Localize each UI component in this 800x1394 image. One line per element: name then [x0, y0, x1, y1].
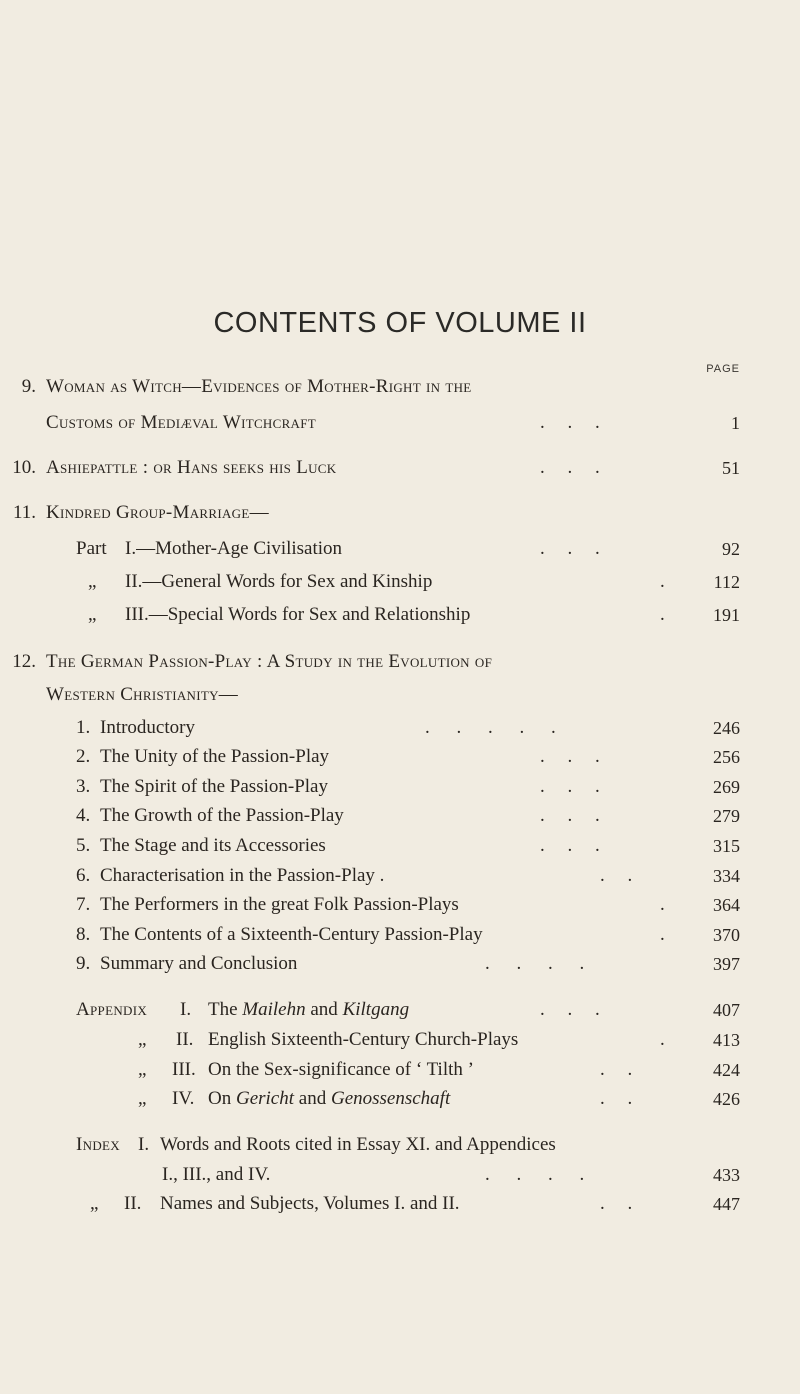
leader-dots: . . .	[540, 412, 600, 433]
page-number: 426	[713, 1089, 740, 1109]
page-number: 397	[713, 954, 740, 974]
section-title: Characterisation in the Passion-Play .	[100, 865, 385, 886]
section-number: 7.	[76, 894, 91, 915]
section-title: The Contents of a Sixteenth-Century Passion-Play	[100, 924, 483, 945]
section-number: 6.	[76, 865, 91, 886]
leader-dots: . . .	[540, 776, 600, 797]
index-number: II.	[124, 1193, 142, 1214]
section-number: 9.	[76, 953, 91, 974]
page-title: CONTENTS OF VOLUME II	[213, 307, 587, 339]
subentry-title: II.—General Words for Sex and Kinship	[125, 571, 433, 592]
page-number: 447	[713, 1194, 740, 1214]
appendix-title: On Gericht and Genossenschaft	[208, 1088, 451, 1109]
ditto-mark: „	[88, 604, 97, 625]
entry-title-line-2: Customs of Mediæval Witchcraft	[46, 412, 317, 433]
leader-dots: .	[660, 894, 665, 915]
index-title: Names and Subjects, Volumes I. and II.	[160, 1193, 460, 1214]
page-number: 246	[713, 718, 740, 738]
page-number: 112	[713, 572, 740, 592]
page-number: 413	[713, 1030, 740, 1050]
leader-dots: . . .	[540, 835, 600, 856]
leader-dots: . . .	[540, 457, 600, 478]
leader-dots: . . . .	[485, 1164, 585, 1185]
leader-dots: . .	[600, 1193, 633, 1214]
leader-dots: . .	[600, 1059, 633, 1080]
appendix-number: IV.	[172, 1088, 195, 1109]
section-title: The Unity of the Passion-Play	[100, 746, 330, 767]
subentry-title: I.—Mother-Age Civilisation	[125, 538, 343, 559]
entry-title: Ashiepattle : or Hans seeks his Luck	[46, 457, 337, 478]
page-column-label: PAGE	[706, 363, 740, 375]
section-title: The Performers in the great Folk Passion-Plays	[100, 894, 459, 915]
page-number: 370	[713, 925, 740, 945]
appendix-number: II.	[176, 1029, 194, 1050]
entry-title-line-1: The German Passion-Play : A Study in the Evolution of	[46, 651, 493, 672]
leader-dots: . . .	[540, 538, 600, 559]
leader-dots: . . .	[540, 805, 600, 826]
leader-dots: .	[660, 604, 665, 625]
section-title: The Growth of the Passion-Play	[100, 805, 344, 826]
section-title: Summary and Conclusion	[100, 953, 298, 974]
section-title: The Stage and its Accessories	[100, 835, 326, 856]
page-number: 256	[713, 747, 740, 767]
section-number: 1.	[76, 717, 91, 738]
leader-dots: . . . .	[485, 953, 585, 974]
entry-title-line-1: Woman as Witch—Evidences of Mother-Right in the	[46, 376, 472, 397]
ditto-mark: „	[138, 1059, 147, 1080]
page-number: 407	[713, 1000, 740, 1020]
section-number: 5.	[76, 835, 91, 856]
page-number: 191	[713, 605, 740, 625]
leader-dots: . .	[600, 1088, 633, 1109]
subentry-title: III.—Special Words for Sex and Relationship	[125, 604, 471, 625]
entry-title-line-2: Western Christianity—	[46, 684, 239, 705]
leader-dots: . .	[600, 865, 633, 886]
entry-number: 9.	[21, 376, 36, 397]
ditto-mark: „	[88, 571, 97, 592]
page-number: 433	[713, 1165, 740, 1185]
ditto-mark: „	[138, 1088, 147, 1109]
part-label: Part	[76, 538, 107, 559]
leader-dots: . . .	[540, 746, 600, 767]
index-title-line-2: I., III., and IV.	[162, 1164, 271, 1185]
page-number: 279	[713, 806, 740, 826]
section-title: The Spirit of the Passion-Play	[100, 776, 328, 797]
section-number: 4.	[76, 805, 91, 826]
ditto-mark: „	[138, 1029, 147, 1050]
leader-dots: .	[660, 1029, 665, 1050]
page-number: 364	[713, 895, 740, 915]
ditto-mark: „	[90, 1193, 99, 1214]
appendix-number: III.	[172, 1059, 196, 1080]
page-number: 51	[722, 458, 740, 478]
appendix-number: I.	[180, 999, 192, 1020]
page-number: 315	[713, 836, 740, 856]
page-number: 1	[731, 413, 740, 433]
section-number: 8.	[76, 924, 91, 945]
leader-dots: .	[660, 571, 665, 592]
entry-number: 11.	[12, 502, 36, 523]
leader-dots: . . . . .	[425, 717, 556, 738]
entry-number: 10.	[12, 457, 36, 478]
entry-title: Kindred Group-Marriage—	[46, 502, 269, 523]
page-number: 269	[713, 777, 740, 797]
index-title-line-1: Words and Roots cited in Essay XI. and Appendices	[160, 1134, 556, 1155]
appendix-label: Appendix	[76, 999, 148, 1020]
leader-dots: . . .	[540, 999, 600, 1020]
appendix-title: English Sixteenth-Century Church-Plays	[208, 1029, 519, 1050]
appendix-title: The Mailehn and Kiltgang	[208, 999, 410, 1020]
index-number: I.	[138, 1134, 150, 1155]
section-number: 3.	[76, 776, 91, 797]
section-title: Introductory	[100, 717, 195, 738]
page-number: 92	[722, 539, 740, 559]
appendix-title: On the Sex-significance of ‘ Tilth ’	[208, 1059, 474, 1080]
page-number: 424	[713, 1060, 740, 1080]
leader-dots: .	[660, 924, 665, 945]
page-number: 334	[713, 866, 740, 886]
index-label: Index	[76, 1134, 120, 1155]
entry-number: 12.	[12, 651, 36, 672]
section-number: 2.	[76, 746, 91, 767]
